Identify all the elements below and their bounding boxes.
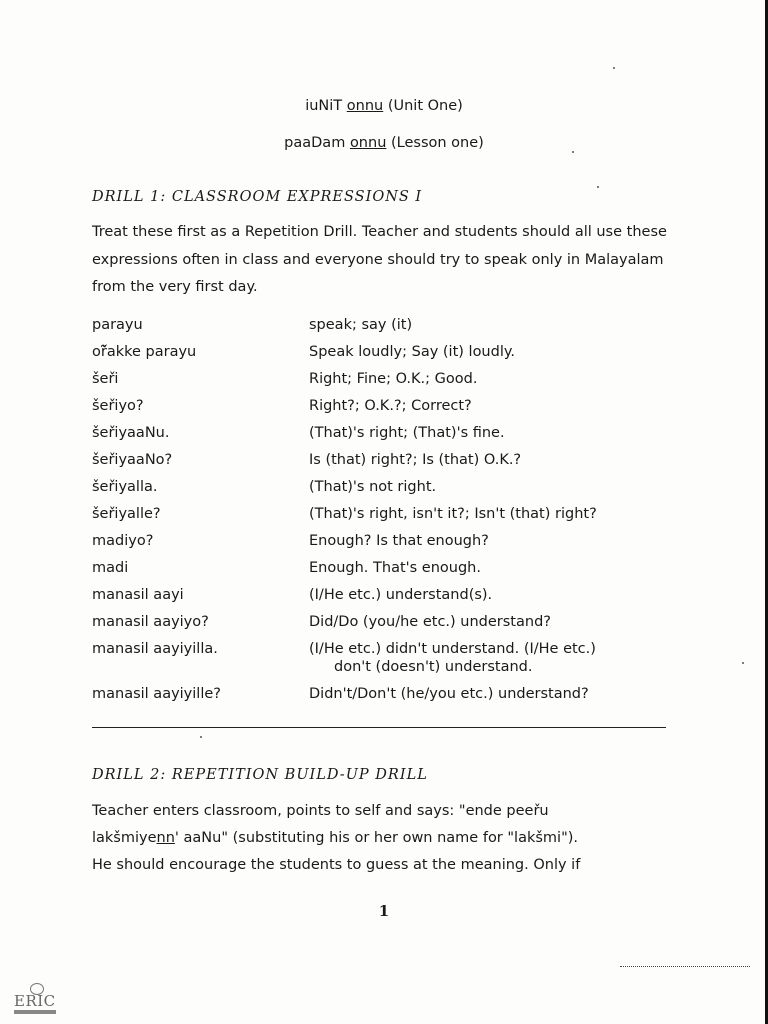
drill1-gloss: Right; Fine; O.K.; Good. — [309, 371, 478, 387]
drill1-term: šeřiyo? — [92, 398, 144, 414]
scan-speck — [613, 67, 615, 69]
drill2-line-2 — [92, 829, 578, 847]
drill1-gloss: Enough. That's enough. — [309, 560, 481, 576]
drill1-intro: Treat these first as a Repetition Drill. Teacher and students should all use these expressions often in class and everyone should try to speak only in Malayalam from the very first day. — [92, 224, 667, 295]
drill1-term: manasil aayiyo? — [92, 614, 209, 630]
drill1-term: šeřiyalla. — [92, 479, 158, 495]
eric-logo — [12, 983, 58, 1017]
drill2-line-3: He should encourage the students to guess at the meaning. Only if — [92, 857, 581, 873]
logo-text: ERIC — [14, 992, 56, 1010]
drill1-gloss: Did/Do (you/he etc.) understand? — [309, 614, 551, 630]
drill1-term: šeři — [92, 371, 119, 387]
drill1-term: šeřiyaaNo? — [92, 452, 173, 468]
drill1-gloss: speak; say (it) — [309, 317, 413, 333]
drill1-term: parayu — [92, 317, 143, 333]
drill1-term: manasil aayi — [92, 587, 184, 603]
drill1-gloss: Enough? Is that enough? — [309, 533, 489, 549]
drill2-line-2-start: lakšmiye — [92, 830, 157, 846]
drill1-term: šeřiyalle? — [92, 506, 161, 522]
section-divider — [92, 727, 666, 728]
drill1-term: madiyo? — [92, 533, 154, 549]
drill1-gloss: (I/He etc.) didn't understand. (I/He etc.) — [309, 641, 596, 657]
drill1-gloss: Speak loudly; Say (it) loudly. — [309, 344, 515, 360]
drill1-gloss: (I/He etc.) understand(s). — [309, 587, 493, 603]
drill1-term: oř̃akke parayu — [92, 344, 197, 360]
lesson-title-prefix: paaDam — [284, 135, 350, 151]
scan-speck — [742, 662, 744, 664]
drill1-term: šeřiyaaNu. — [92, 425, 170, 441]
drill2-line-1: Teacher enters classroom, points to self and says: "ende peeřu — [92, 803, 549, 819]
scan-speck — [572, 151, 574, 153]
scan-noise — [620, 966, 750, 971]
drill1-heading: DRILL 1: CLASSROOM EXPRESSIONS I — [92, 189, 423, 205]
drill1-gloss: Is (that) right?; Is (that) O.K.? — [309, 452, 522, 468]
unit-title-prefix: iuNiT — [305, 98, 347, 114]
drill1-term: manasil aayiyille? — [92, 686, 221, 702]
drill1-term: madi — [92, 560, 129, 576]
drill1-gloss: (That)'s not right. — [309, 479, 437, 495]
drill2-line-2-underlined: nn — [156, 830, 175, 846]
drill1-gloss: Right?; O.K.?; Correct? — [309, 398, 472, 414]
scan-speck — [200, 736, 202, 738]
drill1-gloss: Didn't/Don't (he/you etc.) understand? — [309, 686, 589, 702]
lesson-title-suffix: (Lesson one) — [386, 135, 484, 151]
drill2-line-2-end: ' aaNu" (substituting his or her own name for "lakšmi"). — [174, 830, 579, 846]
logo-bar-icon — [14, 1010, 56, 1014]
drill1-term: manasil aayiyilla. — [92, 641, 218, 657]
drill1-gloss: (That)'s right, isn't it?; Isn't (that) right? — [309, 506, 597, 522]
lesson-title-underlined: onnu — [349, 135, 387, 151]
unit-title-suffix: (Unit One) — [383, 98, 463, 114]
unit-title — [0, 97, 768, 115]
drill2-heading: DRILL 2: REPETITION BUILD-UP DRILL — [92, 767, 428, 783]
scan-speck — [597, 186, 599, 188]
drill1-gloss: (That)'s right; (That)'s fine. — [309, 425, 505, 441]
lesson-title — [0, 134, 768, 152]
page-number: 1 — [378, 902, 390, 920]
drill1-gloss-continued: don't (doesn't) understand. — [334, 659, 533, 675]
unit-title-underlined: onnu — [346, 98, 384, 114]
